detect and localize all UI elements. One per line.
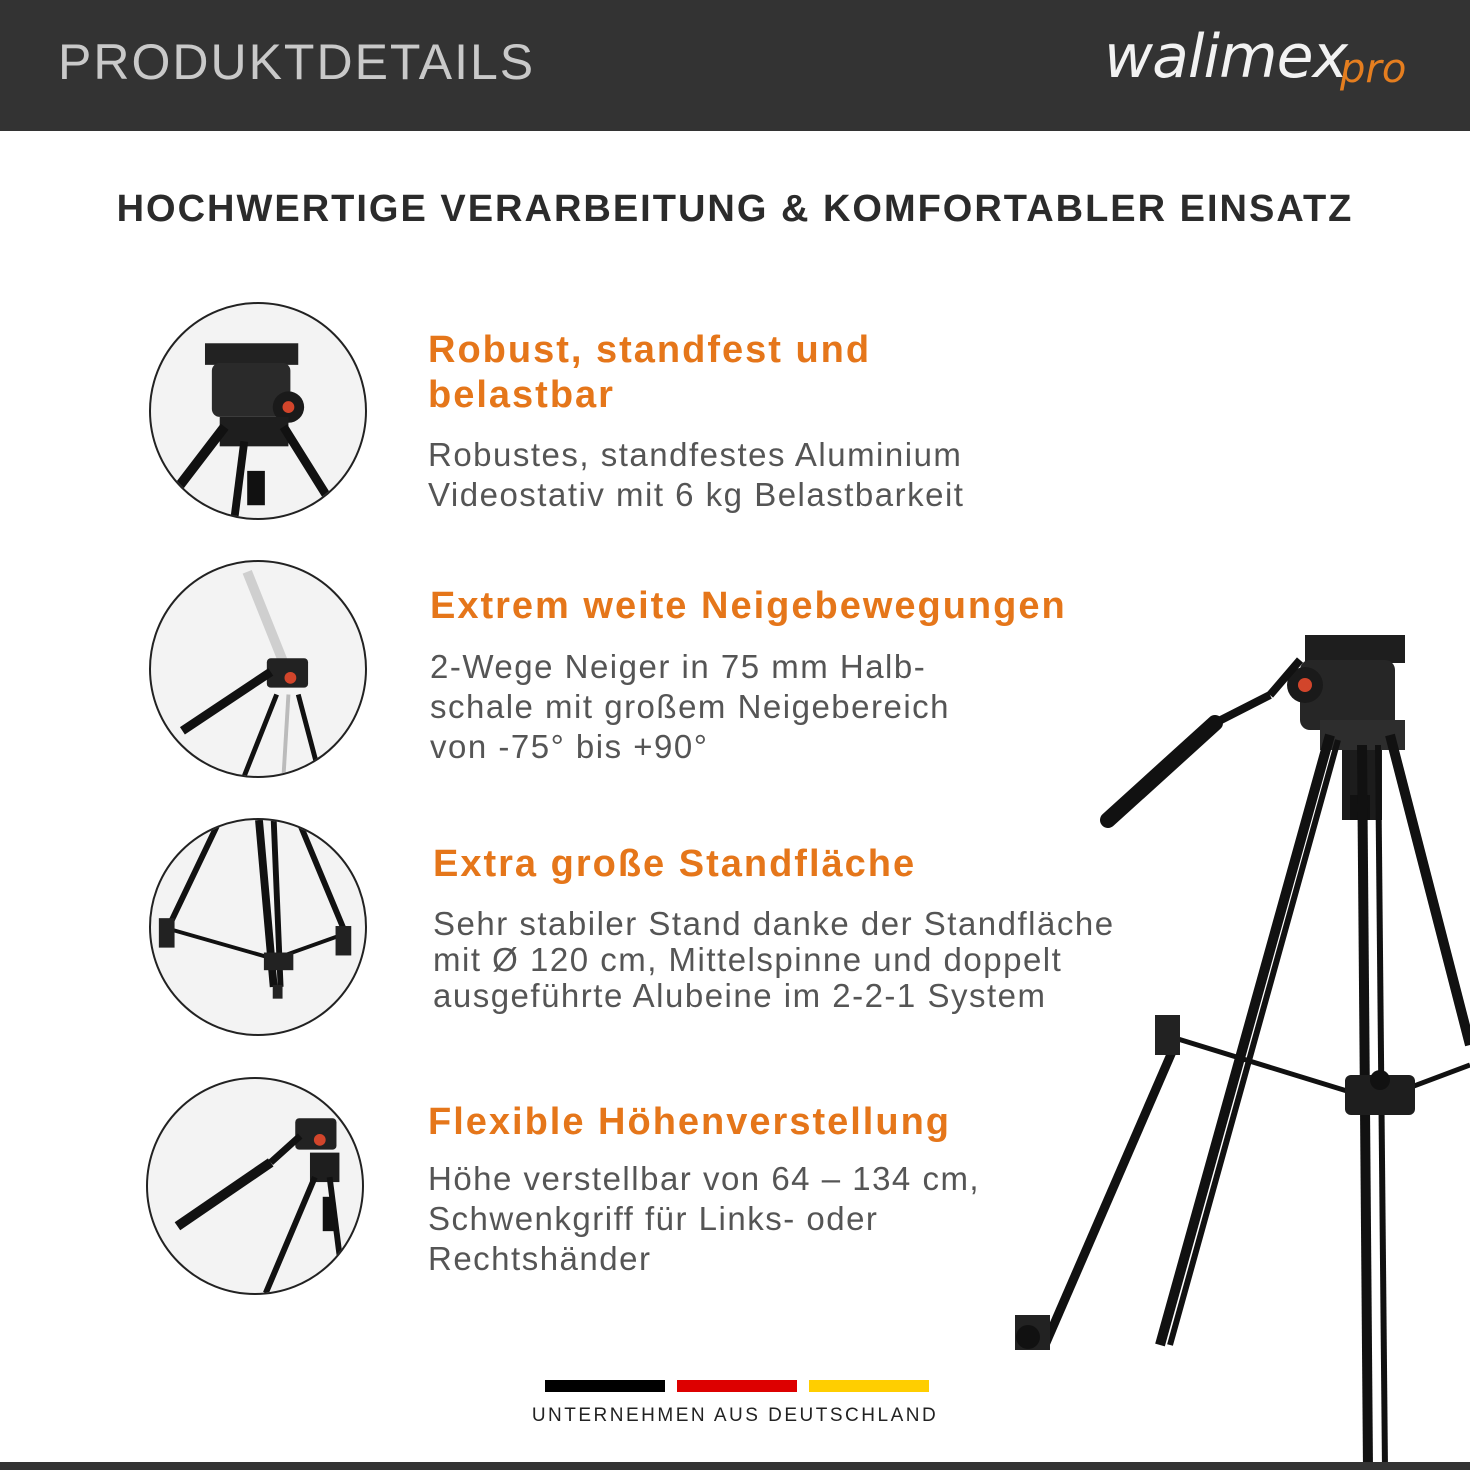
feature-image-tilt-range [149, 560, 367, 778]
bottom-divider [0, 1462, 1470, 1470]
feature-4-text: Höhe verstellbar von 64 – 134 cm, Schwenkgriff für Links- oder Rechtshänder [428, 1160, 981, 1277]
feature-2-text: 2-Wege Neiger in 75 mm Halb- schale mit großem Neigebereich von -75° bis +90° [430, 648, 951, 765]
feature-3-title: Extra große Standfläche [433, 843, 917, 885]
feature-3-text: Sehr stabiler Stand danke der Standfläche mit Ø 120 cm, Mittelspinne und doppelt ausgeführte Alubeine im 2-2-1 System [433, 905, 1115, 1014]
flag-stripe-red [677, 1380, 797, 1392]
logo-sub-text: pro [1340, 46, 1407, 92]
flag-stripe-black [545, 1380, 665, 1392]
tripod-product-image [1000, 625, 1470, 1470]
flag-stripe-gold [809, 1380, 929, 1392]
header-bar [0, 0, 1470, 131]
feature-image-height-adjust [146, 1077, 364, 1295]
feature-1-title: Robust, standfest und belastbar [428, 329, 872, 416]
brand-logo [1104, 22, 1420, 98]
origin-caption: UNTERNEHMEN AUS DEUTSCHLAND [531, 1405, 939, 1426]
feature-image-spreader [149, 818, 367, 1036]
feature-image-tripod-head [149, 302, 367, 520]
section-headline: HOCHWERTIGE VERARBEITUNG & KOMFORTABLER EINSATZ [116, 188, 1354, 230]
feature-2-title: Extrem weite Neigebewegungen [430, 585, 1067, 627]
page-title: PRODUKTDETAILS [58, 34, 536, 90]
logo-main-text: walimex [1104, 22, 1348, 92]
feature-1-text: Robustes, standfestes Aluminium Videostativ mit 6 kg Belastbarkeit [428, 436, 965, 513]
feature-4-title: Flexible Höhenverstellung [428, 1101, 951, 1143]
